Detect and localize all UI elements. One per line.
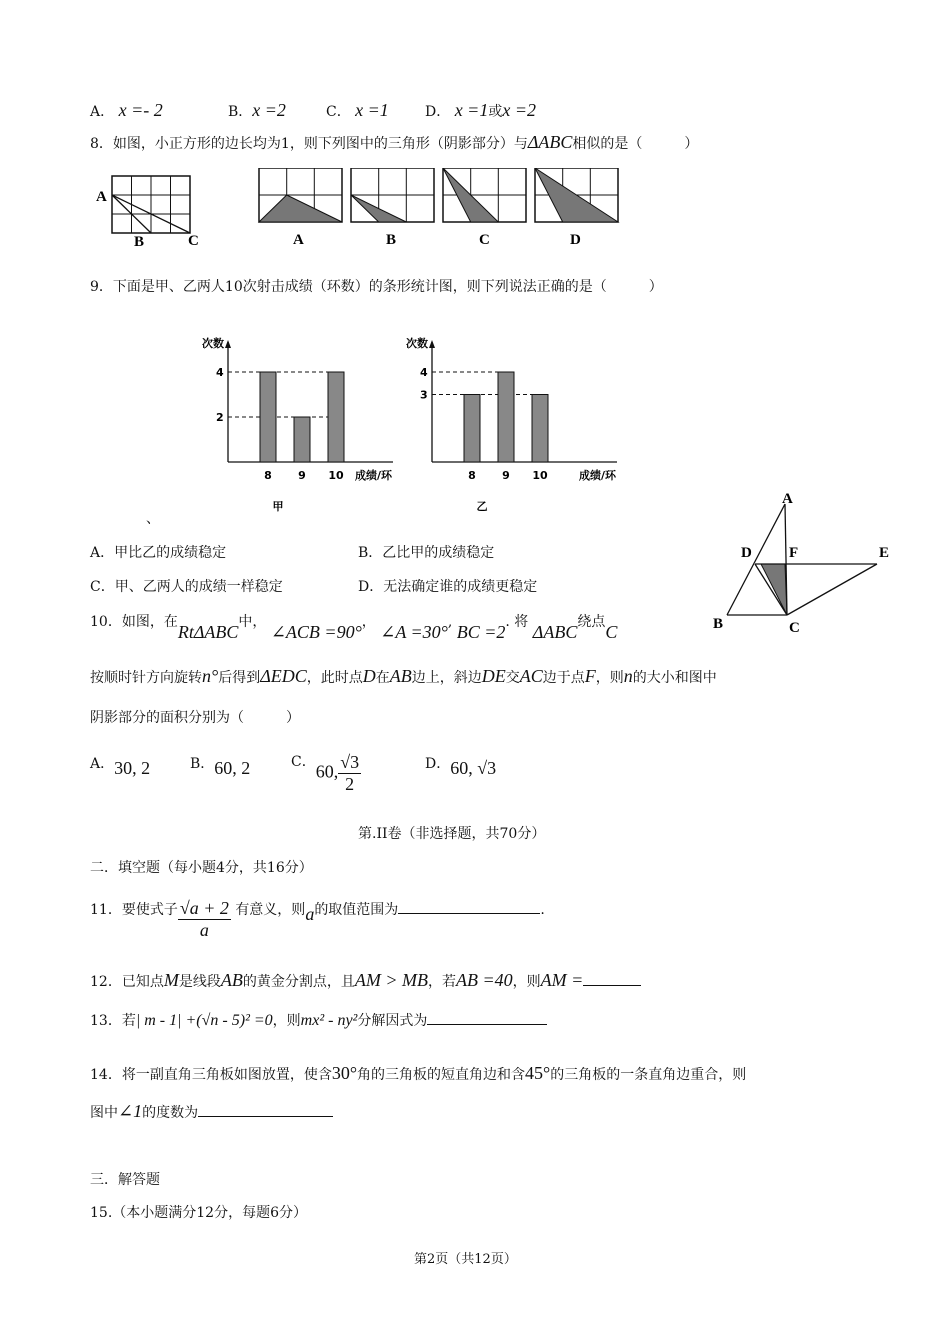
y-tick-label: 4 [420,366,428,379]
triangle-abc: ΔABC [527,132,573,152]
option-b-label: B [386,232,397,248]
ref-label-b: B [134,234,145,250]
q9-option-a: A．甲比乙的成绩稳定 [90,545,227,561]
x-axis-label: 成绩/环 [579,469,617,482]
bar [464,395,480,463]
q8-text: 8．如图，小正方形的边长均为1，则下列图中的三角形（阴影部分）与 [90,136,528,152]
q10-option-a: A．30, 2 [90,756,151,778]
x-tick-label: 9 [298,469,306,482]
option-value: x =- 2 [118,100,163,120]
angle-acb: ∠ACB =90° [270,622,362,642]
section-2-heading: 二．填空题（每小题4分，共16分） [90,860,313,876]
q10-figure [705,490,905,640]
option-value: x =2 [502,100,536,120]
bar [294,417,310,462]
q15-heading: 15.（本小题满分12分，每题6分） [90,1205,307,1221]
reference-grid [112,176,190,233]
q8-question [90,132,698,153]
option-a-grid [259,168,342,222]
option-value: x =1 [355,100,389,120]
answer-blank [198,1102,333,1117]
chart-title: 乙 [476,500,488,513]
q14-line1: 14．将一副直角三角板如图放置，使含30°角的三角板的短直角边和含45°的三角板的一条直角边重合，则 [90,1063,747,1083]
shaded-triangle [259,195,342,222]
option-label: A． [90,104,115,120]
q9-option-c: C．甲、乙两人的成绩一样稳定 [90,579,283,595]
option-b-grid [351,168,434,222]
option-c-grid [443,168,526,222]
x-tick-label: 8 [264,469,272,482]
q9-charts [190,330,630,520]
x-tick-label: 10 [532,469,548,482]
y-axis-arrow [429,340,435,348]
q10-option-c: C．60, $\frac{√3}{2}$ [291,752,360,794]
x-tick-label: 10 [328,469,344,482]
rt-triangle: RtΔABC [177,622,239,642]
answer-blank [583,971,641,986]
option-label: C． [326,104,351,120]
label-d: D [741,545,752,561]
chart-title: 甲 [272,500,284,513]
option-value: x =1 [454,100,489,120]
q9-question: 9．下面是甲、乙两人10次射击成绩（环数）的条形统计图，则下列说法正确的是（ ） [90,279,663,295]
q10-line1: 10．如图，在RtΔABC中， ∠ACB =90°， ∠A =30°, BC =2. 将 ΔABC绕点C [90,614,618,642]
x-tick-label: 9 [502,469,510,482]
y-tick-label: 2 [216,411,224,424]
q13: 13．若| m - 1| +(√n - 5)² =0，则mx² - ny²分解因式为 [90,1010,547,1030]
fraction: $\frac{√a + 2}{a}$ [179,898,229,940]
fraction: $\frac{√3}{2}$ [340,752,360,794]
q8-figures [88,168,628,254]
q10-line3: 阴影部分的面积分别为（ ） [90,710,300,726]
shaded-region [761,564,787,615]
q7-option-c [326,100,389,121]
side-bc: BC =2 [456,622,506,642]
q10-line2: 按顺时针方向旋转n°后得到ΔEDC，此时点D在AB边上，斜边DE交AC边于点F，则n的大小和图中 [90,666,717,686]
x-tick-label: 8 [468,469,476,482]
q9-option-b: B．乙比甲的成绩稳定 [358,545,495,561]
triangle-abc: ΔABC [532,622,578,642]
q12: 12．已知点M是线段AB的黄金分割点，且AM > MB，若AB =40，则AM = [90,970,641,991]
label-e: E [879,545,890,561]
or-word: 或 [488,104,503,120]
point-c: C [605,622,618,642]
y-axis-label: 次数 [202,337,224,350]
label-c: C [789,620,800,636]
option-label: B． [228,104,253,120]
q10-option-b: B．60, 2 [190,756,251,778]
answer-blank [427,1010,547,1025]
y-tick-label: 3 [420,388,428,402]
angle-a: ∠A =30° [380,622,448,642]
label-b: B [713,616,724,632]
option-a-label: A [293,232,304,248]
q7-option-b [228,100,286,121]
answer-blank [398,899,540,914]
option-label: D． [425,104,451,120]
option-c-label: C [479,232,490,248]
chart-jia [202,336,393,513]
stray-mark: 、 [146,511,160,527]
option-d-label: D [570,232,581,248]
label-f: F [789,545,799,561]
q8-text-end: 相似的是（ ） [572,136,699,152]
label-a: A [782,491,793,507]
section-3-heading: 三．解答题 [90,1172,160,1188]
section-2-title: 第.II卷（非选择题，共70分） [358,826,546,842]
bar [532,395,548,463]
q11: 11．要使式子 $\frac{√a + 2}{a}$ 有意义，则a的取值范围为 . [90,898,545,940]
q7-option-d [425,100,536,121]
q14-line2: 图中∠1的度数为 [90,1101,333,1122]
bar [498,372,514,462]
q7-option-a [90,100,163,121]
bar [328,372,344,462]
chart-yi [406,336,617,513]
bar [260,372,276,462]
option-d-grid [535,168,618,222]
ref-label-c: C [188,233,199,249]
option-value: x =2 [252,100,286,120]
page-footer: 第2页（共12页） [414,1252,517,1267]
y-axis-label: 次数 [406,337,428,350]
y-tick-label: 4 [216,366,224,379]
x-axis-label: 成绩/环 [355,469,393,482]
y-axis-arrow [225,340,231,348]
q9-option-d: D．无法确定谁的成绩更稳定 [358,579,538,595]
ref-label-a: A [96,189,107,205]
q10-option-d: D．60, √3 [425,756,497,778]
